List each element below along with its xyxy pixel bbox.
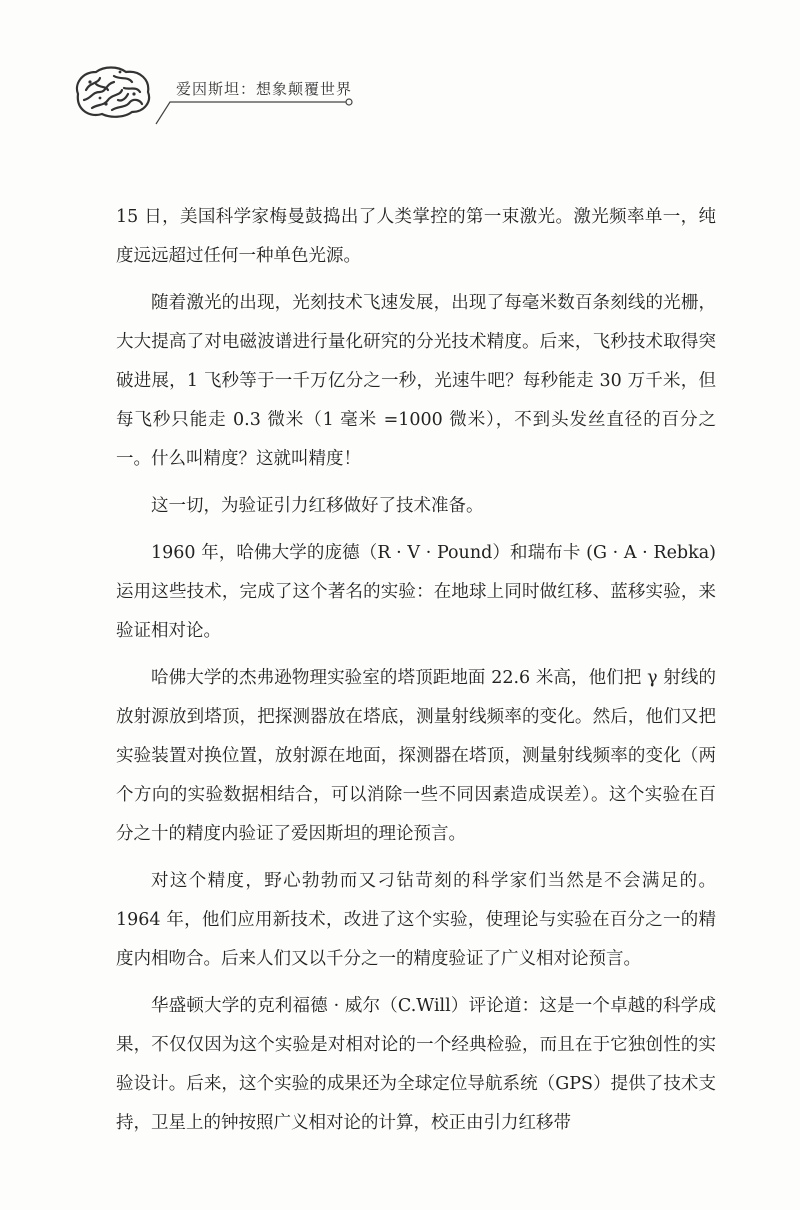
paragraph: 15 日，美国科学家梅曼鼓捣出了人类掌控的第一束激光。激光频率单一，纯度远远超过任何一种单色光源。 <box>116 207 716 266</box>
paragraph: 华盛顿大学的克利福德 · 威尔（C.Will）评论道：这是一个卓越的科学成果，不仅仅因为这个实验是对相对论的一个经典检验，而且在于它独创性的实验设计。后来，这个实验的成果还为全球定位导航系统（GPS）提供了技术支持，卫星上的钟按照广义相对论的计算，校正由引力红移带 <box>116 996 716 1133</box>
paragraph: 随着激光的出现，光刻技术飞速发展，出现了每毫米数百条刻线的光栅，大大提高了对电磁波谱进行量化研究的分光技术精度。后来，飞秒技术取得突破进展，1 飞秒等于一千万亿分之一秒，光速牛吧？每秒能走 30 万千米，但每飞秒只能走 0.3 微米（1 毫米 =1000 微米），不到头发丝直径的百分之一。什么叫精度？这就叫精度！ <box>116 293 716 469</box>
paragraph: 1960 年，哈佛大学的庞德（R · V · Pound）和瑞布卡 (G · A · Rebka) 运用这些技术，完成了这个著名的实验：在地球上同时做红移、蓝移实验，来验证相对论。 <box>116 543 716 641</box>
paragraph: 哈佛大学的杰弗逊物理实验室的塔顶距地面 22.6 米高，他们把 γ 射线的放射源放到塔顶，把探测器放在塔底，测量射线频率的变化。然后，他们又把实验装置对换位置，放射源在地面，探测器在塔顶，测量射线频率的变化（两个方向的实验数据相结合，可以消除一些不同因素造成误差）。这个实验在百分之十的精度内验证了爱因斯坦的理论预言。 <box>116 668 716 844</box>
paragraph: 对这个精度，野心勃勃而又刁钻苛刻的科学家们当然是不会满足的。1964 年，他们应用新技术，改进了这个实验，使理论与实验在百分之一的精度内相吻合。后来人们又以千分之一的精度验证了广义相对论预言。 <box>116 871 716 969</box>
header-title: 爱因斯坦：想象颠覆世界 <box>176 80 353 98</box>
paragraph: 这一切，为验证引力红移做好了技术准备。 <box>151 496 484 516</box>
running-header <box>70 58 370 128</box>
body-text <box>116 198 716 1151</box>
